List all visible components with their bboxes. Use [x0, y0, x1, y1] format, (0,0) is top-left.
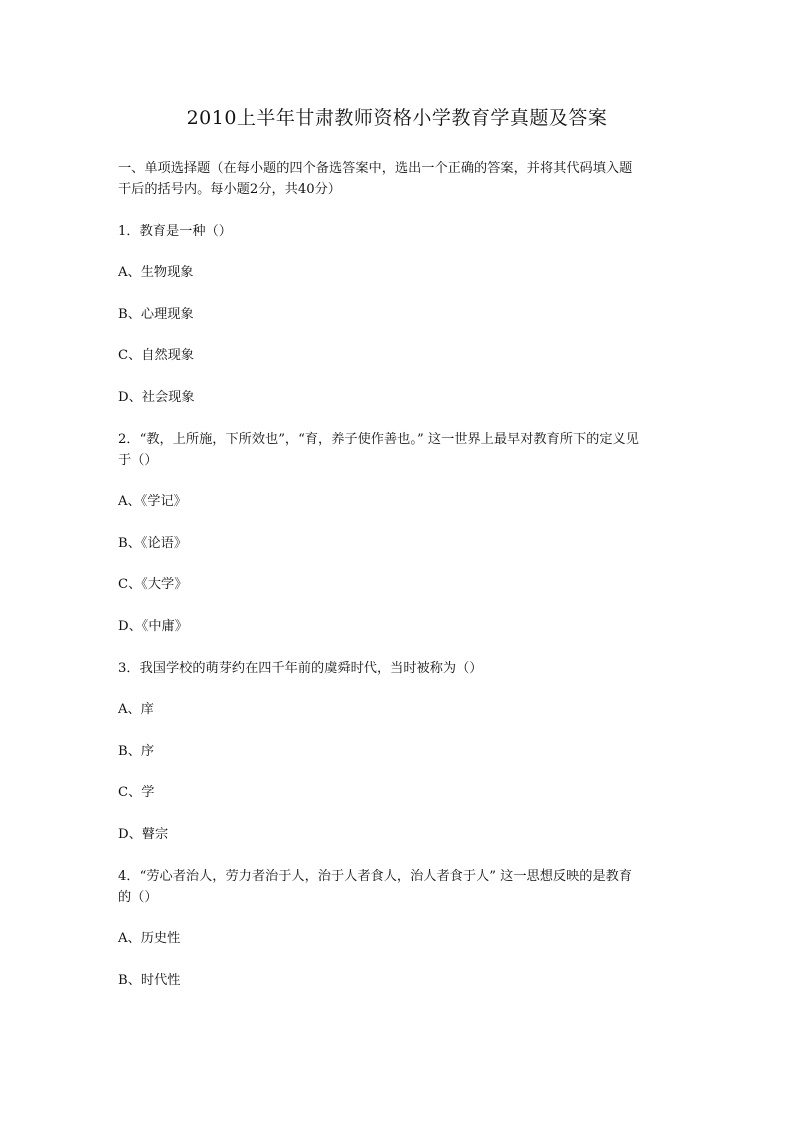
question-4-stem-line-1: 4．“劳心者治人，劳力者治于人，治于人者食人，治人者食于人” 这一思想反映的是教育: [118, 869, 632, 884]
question-2-option-b: B、《论语》: [118, 536, 188, 551]
question-2-option-a: A、《学记》: [118, 494, 187, 509]
question-3-option-c: C、学: [118, 785, 155, 800]
question-1-stem: 1．教育是一种（）: [118, 224, 232, 239]
section-heading-line-2: 干后的括号内。每小题2分，共40分）: [118, 182, 341, 197]
question-3-option-d: D、瞽宗: [118, 827, 169, 842]
question-4-stem-line-2: 的（）: [118, 890, 158, 905]
section-heading-line-1: 一、单项选择题（在每小题的四个备选答案中，选出一个正确的答案，并将其代码填入题: [118, 161, 633, 176]
question-3-stem: 3．我国学校的萌芽约在四千年前的虞舜时代，当时被称为（）: [118, 661, 483, 676]
question-1-option-d: D、社会现象: [118, 390, 195, 405]
question-4-option-b: B、时代性: [118, 973, 181, 988]
question-2-option-d: D、《中庸》: [118, 619, 188, 634]
question-1-option-c: C、自然现象: [118, 348, 195, 363]
question-3-option-a: A、庠: [118, 702, 154, 717]
question-1-option-a: A、生物现象: [118, 265, 194, 280]
question-3-option-b: B、序: [118, 744, 155, 759]
document-title: 2010上半年甘肃教师资格小学教育学真题及答案: [186, 107, 608, 129]
question-1-option-b: B、心理现象: [118, 307, 194, 322]
question-2-stem-line-2: 于（）: [118, 453, 158, 468]
question-2-option-c: C、《大学》: [118, 577, 188, 592]
question-2-stem-line-1: 2．“教，上所施，下所效也”，“育，养子使作善也。” 这一世界上最早对教育所下的定义见: [118, 432, 639, 447]
question-4-option-a: A、历史性: [118, 931, 181, 946]
